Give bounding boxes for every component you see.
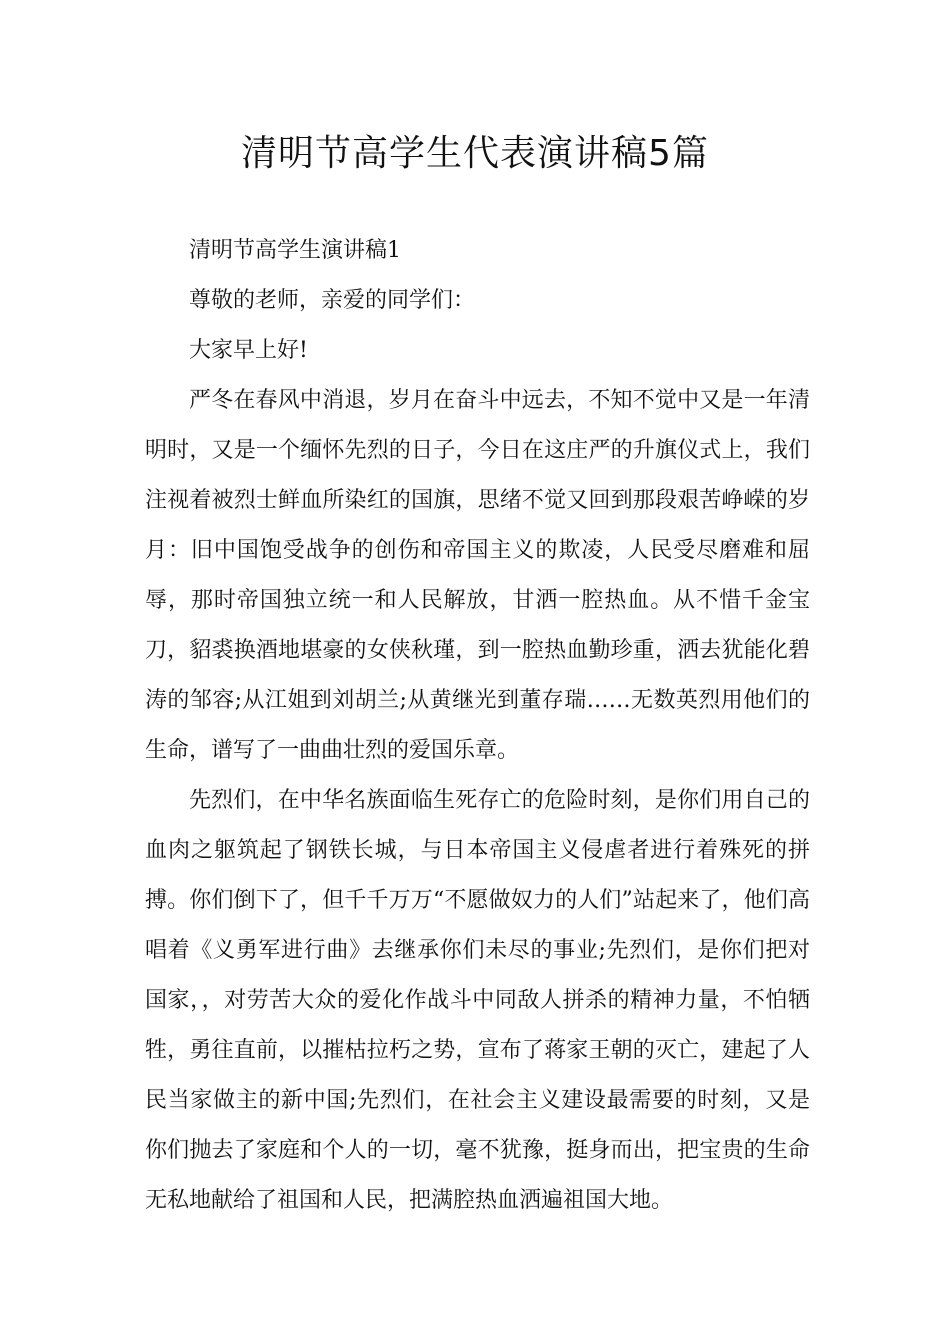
greeting: 大家早上好! (189, 338, 308, 363)
document-title: 清明节高学生代表演讲稿5篇 (241, 133, 709, 174)
body-paragraph: 严冬在春风中消退，岁月在奋斗中远去，不知不觉中又是一年清明时，又是一个缅怀先烈的日子，今日在这庄严的升旗仪式上，我们注视着被烈士鲜血所染红的国旗，思绪不觉又回到那段艰苦峥嵘的岁月：旧中国饱受战争的创伤和帝国主义的欺凌，人民受尽磨难和屈辱，那时帝国独立统一和人民解放，甘洒一腔热血。从不惜千金宝刀，貂裘换酒地堪豪的女侠秋瑾，到一腔热血勤珍重，洒去犹能化碧涛的邹容;从江姐到刘胡兰;从黄继光到董存瑞……无数英烈用他们的生命，谱写了一曲曲壮烈的爱国乐章。 (145, 388, 810, 763)
body-paragraph: 先烈们，在中华名族面临生死存亡的危险时刻，是你们用自己的血肉之躯筑起了钢铁长城，与日本帝国主义侵虐者进行着殊死的拼搏。你们倒下了，但千千万万“不愿做奴力的人们”站起来了，他们高唱着《义勇军进行曲》去继承你们未尽的事业;先烈们，是你们把对国家，，对劳苦大众的爱化作战斗中同敌人拼杀的精神力量，不怕牺牲，勇往直前，以摧枯拉朽之势，宣布了蒋家王朝的灭亡，建起了人民当家做主的新中国;先烈们，在社会主义建设最需要的时刻，又是你们抛去了家庭和个人的一切，毫不犹豫，挺身而出，把宝贵的生命无私地献给了祖国和人民，把满腔热血洒遍祖国大地。 (145, 788, 810, 1213)
speech-heading: 清明节高学生演讲稿1 (189, 238, 401, 263)
document-body (145, 226, 810, 1226)
salutation: 尊敬的老师，亲爱的同学们： (189, 288, 476, 313)
